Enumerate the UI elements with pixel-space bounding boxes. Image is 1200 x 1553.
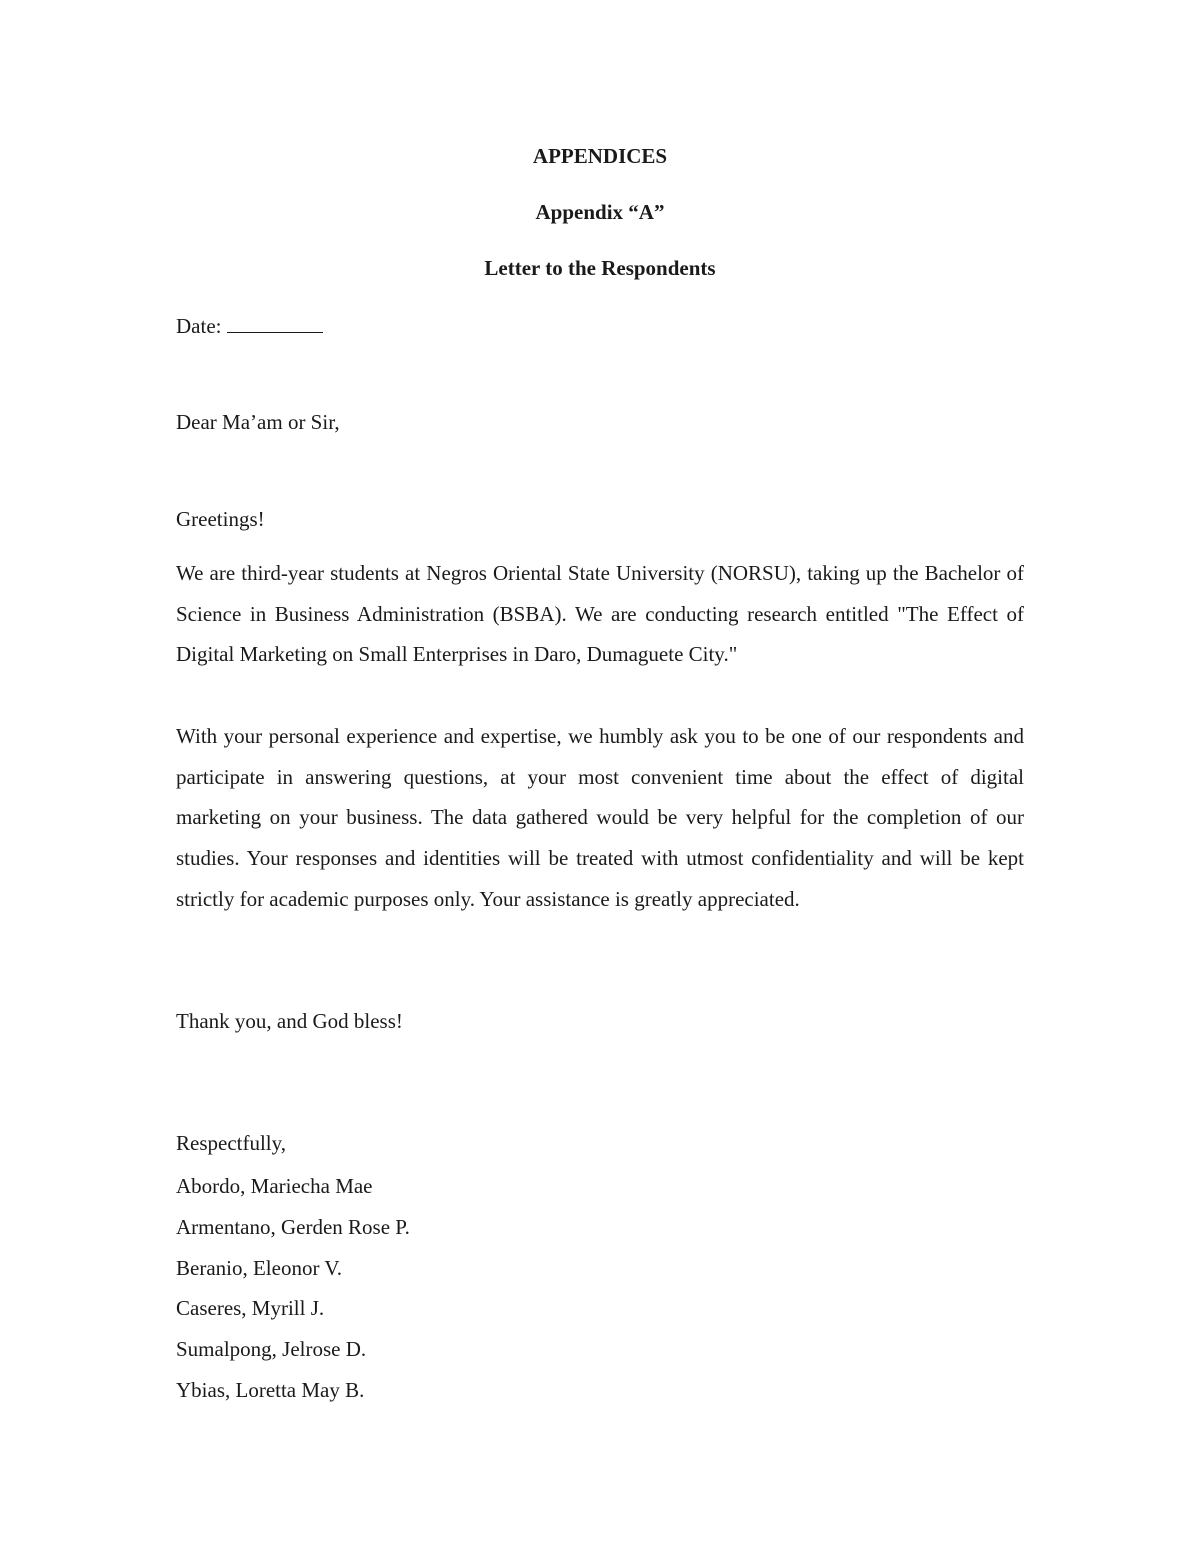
signatory-name: Armentano, Gerden Rose P. [176, 1214, 410, 1239]
signatory-name: Beranio, Eleonor V. [176, 1255, 343, 1280]
date-blank-field [227, 312, 323, 333]
date-label: Date: [176, 314, 222, 338]
greeting: Greetings! [176, 507, 265, 531]
body-paragraph-request: With your personal experience and expertise, we humbly ask you to be one of our respondents and participate in answering questions, at your most convenient time about the effect of digital marketing on your business. The data gathered would be very helpful for the completion of our studies. Your responses and identities will be treated with utmost confidentiality and will be kept strictly for academic purposes only. Your assistance is greatly appreciated. [176, 724, 1024, 911]
signatory-list [176, 1166, 410, 1411]
appendices-heading: APPENDICES [532, 144, 668, 168]
letter-title: Letter to the Respondents [484, 256, 716, 280]
appendix-label: Appendix “A” [535, 200, 665, 224]
signatory-name: Ybias, Loretta May B. [176, 1377, 365, 1402]
closing: Respectfully, [176, 1131, 287, 1155]
date-line [176, 312, 323, 339]
signatory-name: Sumalpong, Jelrose D. [176, 1337, 367, 1362]
body-paragraph-intro: We are third-year students at Negros Oriental State University (NORSU), taking up the Bachelor of Science in Business Administration (BSBA). We are conducting research entitled "The Effect of Digital Marketing on Small Enterprises in Daro, Dumaguete City." [176, 561, 1024, 667]
salutation: Dear Ma’am or Sir, [176, 410, 340, 434]
signatory-name: Caseres, Myrill J. [176, 1296, 325, 1321]
signatory-name: Abordo, Mariecha Mae [176, 1174, 373, 1198]
closing-thanks: Thank you, and God bless! [176, 1009, 403, 1033]
